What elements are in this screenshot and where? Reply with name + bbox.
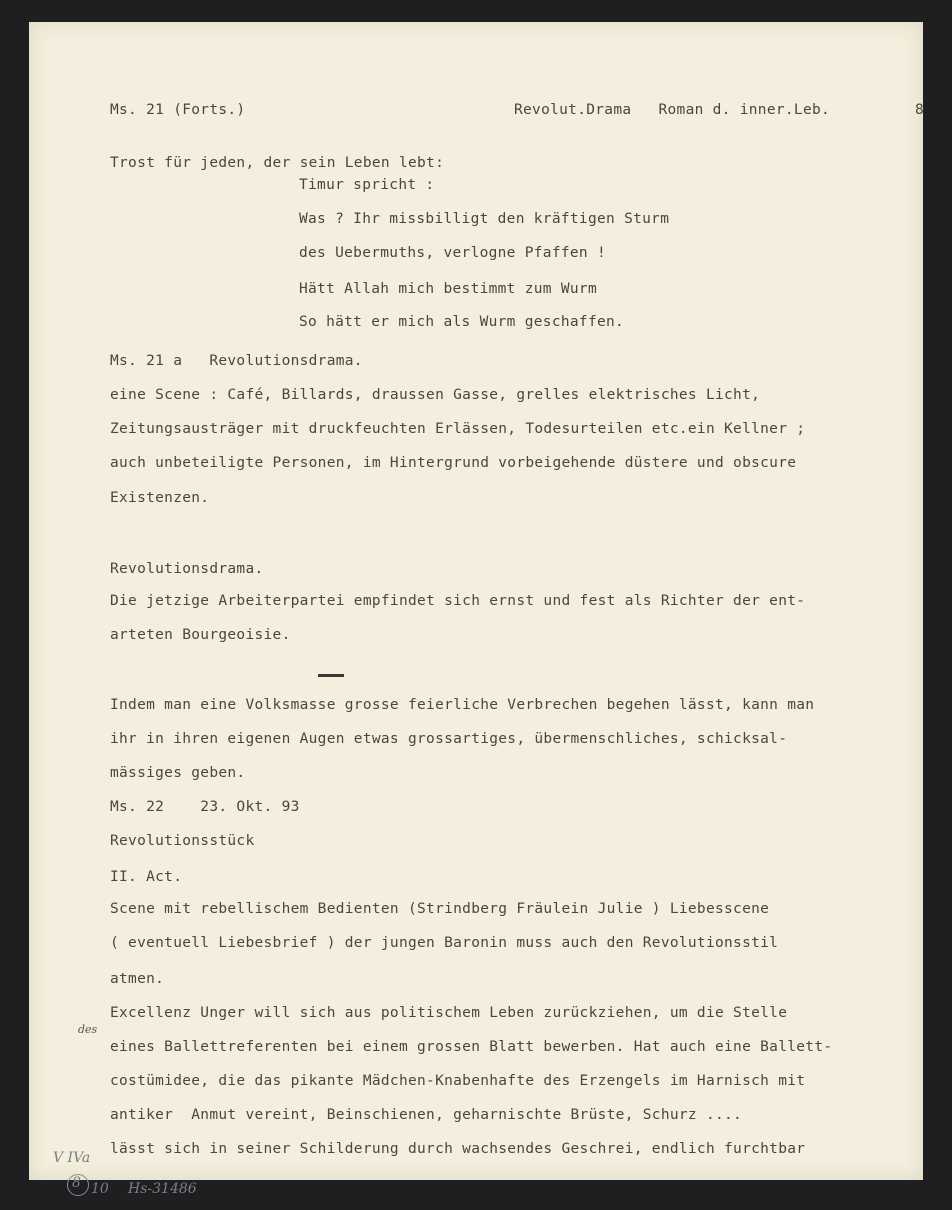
text-line: eines Ballettreferenten bei einem grossen Blatt bewerben. Hat auch eine Ballett- xyxy=(110,1039,833,1055)
text-line: Was ? Ihr missbilligt den kräftigen Sturm xyxy=(299,211,670,227)
text-line: lässt sich in seiner Schilderung durch wachsendes Geschrei, endlich furchtbar xyxy=(110,1141,806,1157)
text-line: Die jetzige Arbeiterpartei empfindet sich ernst und fest als Richter der ent- xyxy=(110,593,806,609)
page-number: 8 xyxy=(915,102,925,118)
text-line: Revolutionsstück xyxy=(110,833,255,849)
text-line: Existenzen. xyxy=(110,490,210,506)
text-line: II. Act. xyxy=(110,869,183,885)
text-line: Excellenz Unger will sich aus politischem Leben zurückziehen, um die Stelle xyxy=(110,1005,788,1021)
text-line: eine Scene : Café, Billards, draussen Gasse, grelles elektrisches Licht, xyxy=(110,387,761,403)
text-line: costümidee, die das pikante Mädchen-Knabenhafte des Erzengels im Harnisch mit xyxy=(110,1073,806,1089)
text-line: Ms. 21 a Revolutionsdrama. xyxy=(110,353,363,369)
text-line: auch unbeteiligte Personen, im Hintergrund vorbeigehende düstere und obscure xyxy=(110,455,797,471)
text-line: arteten Bourgeoisie. xyxy=(110,627,291,643)
text-line: Hätt Allah mich bestimmt zum Wurm xyxy=(299,281,597,297)
text-line: Zeitungsausträger mit druckfeuchten Erlässen, Todesurteilen etc.ein Kellner ; xyxy=(110,421,806,437)
header-center: Revolut.Drama Roman d. inner.Leb. xyxy=(514,102,831,118)
folio-number: 10 xyxy=(91,1181,109,1197)
text-line: So hätt er mich als Wurm geschaffen. xyxy=(299,314,625,330)
text-line: mässiges geben. xyxy=(110,765,246,781)
text-line: des Uebermuths, verlogne Pfaffen ! xyxy=(299,245,607,261)
text-line: Ms. 22 23. Okt. 93 xyxy=(110,799,300,815)
text-line: antiker Anmut vereint, Beinschienen, geharnischte Brüste, Schurz .... xyxy=(110,1107,743,1123)
text-line: ( eventuell Liebesbrief ) der jungen Baronin muss auch den Revolutionsstil xyxy=(110,935,779,951)
handwritten-correction: des xyxy=(78,1023,98,1036)
text-line: Trost für jeden, der sein Leben lebt: xyxy=(110,155,445,171)
text-line: atmen. xyxy=(110,971,165,987)
archive-mark: V IVa xyxy=(53,1150,91,1166)
archive-margin-notes xyxy=(53,1150,213,1210)
shelfmark: Hs-31486 xyxy=(128,1181,197,1197)
section-divider xyxy=(318,674,344,677)
text-line: Revolutionsdrama. xyxy=(110,561,264,577)
text-line: Timur spricht : xyxy=(299,177,435,193)
text-line: ihr in ihren eigenen Augen etwas grossartiges, übermenschliches, schicksal- xyxy=(110,731,788,747)
text-line: Indem man eine Volksmasse grosse feierliche Verbrechen begehen lässt, kann man xyxy=(110,697,815,713)
circled-number: 8 xyxy=(72,1175,81,1191)
text-line: Scene mit rebellischem Bedienten (Strindberg Fräulein Julie ) Liebesscene xyxy=(110,901,770,917)
document-page xyxy=(29,22,925,1197)
header-left: Ms. 21 (Forts.) xyxy=(110,102,246,118)
